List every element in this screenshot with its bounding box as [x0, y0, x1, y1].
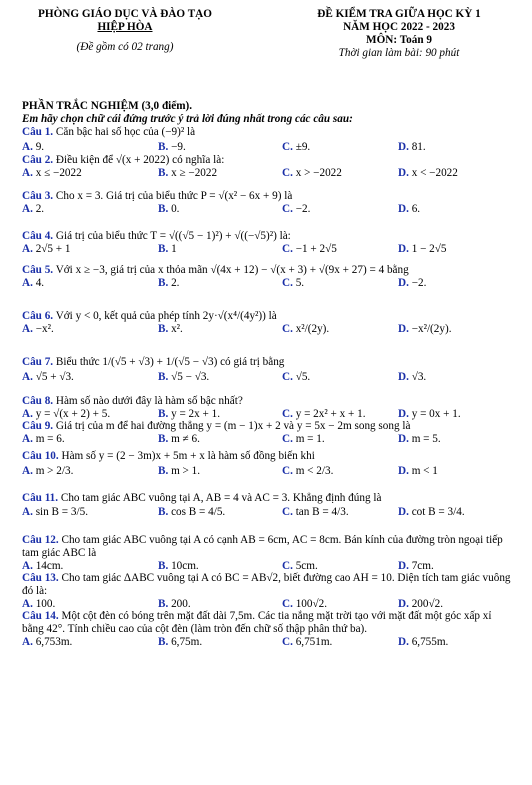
option-text: −9. — [168, 141, 186, 153]
option-letter: C. — [282, 323, 293, 335]
option-letter: A. — [22, 598, 33, 610]
option-text: 6,753m. — [32, 636, 73, 648]
question-7-option-C[interactable] — [282, 371, 310, 384]
question-3-option-B[interactable] — [158, 203, 179, 216]
option-text: √5. — [292, 371, 311, 383]
option-letter: B. — [158, 433, 169, 445]
option-letter: A. — [22, 371, 33, 383]
question-5-option-A[interactable] — [22, 277, 44, 290]
option-letter: C. — [282, 598, 293, 610]
option-text: −1 + 2√5 — [292, 243, 337, 255]
option-letter: D. — [398, 323, 409, 335]
question-text: Với y < 0, kết quả của phép tính 2y·√(x⁴/(4y²)) là — [53, 310, 277, 322]
question-label: Câu 3. — [22, 190, 54, 202]
option-letter: C. — [282, 277, 293, 289]
option-letter: D. — [398, 141, 409, 153]
question-4-option-D[interactable] — [398, 243, 447, 256]
option-letter: B. — [158, 243, 169, 255]
question-7-option-D[interactable] — [398, 371, 426, 384]
option-text: m = 6. — [32, 433, 65, 445]
question-9-option-D[interactable] — [398, 433, 441, 446]
option-text: m = 5. — [408, 433, 441, 445]
option-letter: C. — [282, 141, 293, 153]
question-6-option-B[interactable] — [158, 323, 183, 336]
option-letter: A. — [22, 243, 33, 255]
option-letter: D. — [398, 433, 409, 445]
question-1 — [22, 126, 516, 139]
option-letter: C. — [282, 167, 293, 179]
option-letter: B. — [158, 506, 169, 518]
question-1-option-D[interactable] — [398, 141, 426, 154]
option-letter: A. — [22, 167, 33, 179]
option-letter: A. — [22, 636, 33, 648]
option-letter: C. — [282, 560, 293, 572]
section-title: PHẦN TRẮC NGHIỆM (3,0 điểm). — [22, 100, 193, 112]
question-9-option-A[interactable] — [22, 433, 65, 446]
option-text: √5 − √3. — [168, 371, 210, 383]
question-text: Với x ≥ −3, giá trị của x thỏa mãn √(4x + 12) − √(x + 3) + √(9x + 27) = 4 bằng — [53, 264, 409, 276]
option-letter: C. — [282, 243, 293, 255]
option-text: −x². — [32, 323, 54, 335]
question-9-option-B[interactable] — [158, 433, 200, 446]
option-text: √3. — [408, 371, 427, 383]
question-text: Cho tam giác ABC vuông tại A có cạnh AB = 6cm, AC = 8cm. Bán kính của đường tròn ngoại tiếp tam giác ABC là — [22, 534, 503, 559]
question-2-option-A[interactable] — [22, 167, 82, 180]
option-letter: A. — [22, 203, 33, 215]
question-13 — [22, 572, 516, 598]
question-10-option-C[interactable] — [282, 465, 333, 478]
option-text: ±9. — [292, 141, 311, 153]
question-11-option-A[interactable] — [22, 506, 88, 519]
option-text: m < 1 — [408, 465, 438, 477]
question-3 — [22, 190, 516, 203]
option-text: 4. — [32, 277, 45, 289]
question-text: Hàm số nào dưới đây là hàm số bậc nhất? — [53, 395, 243, 407]
option-letter: C. — [282, 506, 293, 518]
school-year: NĂM HỌC 2022 - 2023 — [343, 21, 455, 33]
question-2-option-B[interactable] — [158, 167, 217, 180]
question-label: Câu 10. — [22, 450, 59, 462]
question-label: Câu 13. — [22, 572, 59, 584]
option-text: 0. — [168, 203, 180, 215]
option-letter: B. — [158, 408, 169, 420]
question-label: Câu 7. — [22, 356, 54, 368]
question-14-option-A[interactable] — [22, 636, 72, 649]
question-text: Cho tam giác ABC vuông tại A, AB = 4 và AC = 3. Khẳng định đúng là — [58, 492, 382, 504]
question-label: Câu 8. — [22, 395, 54, 407]
question-8 — [22, 395, 516, 408]
question-label: Câu 1. — [22, 126, 54, 138]
option-letter: D. — [398, 371, 409, 383]
option-text: m < 2/3. — [292, 465, 334, 477]
question-11-option-B[interactable] — [158, 506, 225, 519]
question-11-option-D[interactable] — [398, 506, 465, 519]
option-text: −x²/(2y). — [408, 323, 452, 335]
option-letter: A. — [22, 408, 33, 420]
option-text: x ≥ −2022 — [168, 167, 218, 179]
option-text: cos B = 4/5. — [168, 506, 226, 518]
question-10 — [22, 450, 516, 463]
question-11 — [22, 492, 516, 505]
question-label: Câu 5. — [22, 264, 54, 276]
option-text: 1 — [168, 243, 177, 255]
question-3-option-A[interactable] — [22, 203, 44, 216]
option-text: x < −2022 — [408, 167, 458, 179]
question-7 — [22, 356, 516, 369]
question-10-option-D[interactable] — [398, 465, 438, 478]
option-letter: B. — [158, 560, 169, 572]
question-3-option-C[interactable] — [282, 203, 310, 216]
question-12 — [22, 534, 516, 560]
option-letter: B. — [158, 203, 169, 215]
question-2-option-C[interactable] — [282, 167, 342, 180]
question-9 — [22, 420, 516, 433]
option-text: sin B = 3/5. — [32, 506, 88, 518]
option-text: 14cm. — [32, 560, 64, 572]
option-text: 5cm. — [292, 560, 318, 572]
question-label: Câu 2. — [22, 154, 54, 166]
question-7-option-A[interactable] — [22, 371, 74, 384]
option-text: m > 1. — [168, 465, 201, 477]
option-letter: B. — [158, 371, 169, 383]
option-text: 200√2. — [408, 598, 443, 610]
question-14 — [22, 610, 516, 636]
option-letter: C. — [282, 371, 293, 383]
option-text: 9. — [32, 141, 45, 153]
question-5-option-B[interactable] — [158, 277, 179, 290]
question-label: Câu 12. — [22, 534, 59, 546]
option-letter: B. — [158, 141, 169, 153]
option-letter: B. — [158, 323, 169, 335]
question-text: Giá trị của biểu thức T = √((√5 − 1)²) + √((−√5)²) là: — [53, 230, 291, 242]
question-10-option-B[interactable] — [158, 465, 200, 478]
question-4-option-C[interactable] — [282, 243, 337, 256]
option-text: 6,75m. — [168, 636, 203, 648]
option-letter: B. — [158, 598, 169, 610]
option-text: 5. — [292, 277, 305, 289]
question-3-option-D[interactable] — [398, 203, 420, 216]
question-6 — [22, 310, 516, 323]
option-text: y = 2x + 1. — [168, 408, 221, 420]
question-2 — [22, 154, 516, 167]
option-letter: C. — [282, 203, 293, 215]
question-10-option-A[interactable] — [22, 465, 73, 478]
option-letter: B. — [158, 636, 169, 648]
option-letter: D. — [398, 465, 409, 477]
question-4-option-B[interactable] — [158, 243, 177, 256]
option-text: 2. — [168, 277, 180, 289]
question-2-option-D[interactable] — [398, 167, 458, 180]
option-text: 2√5 + 1 — [32, 243, 71, 255]
question-7-option-B[interactable] — [158, 371, 209, 384]
option-text: y = 0x + 1. — [408, 408, 461, 420]
option-letter: B. — [158, 465, 169, 477]
page-count-note: (Đề gồm có 02 trang) — [76, 41, 174, 53]
option-letter: D. — [398, 506, 409, 518]
instruction: Em hãy chọn chữ cái đứng trước ý trả lời đúng nhất trong các câu sau: — [22, 113, 353, 125]
district-name: HIỆP HÒA — [97, 21, 153, 33]
option-text: √5 + √3. — [32, 371, 74, 383]
option-text: 81. — [408, 141, 426, 153]
question-5-option-D[interactable] — [398, 277, 426, 290]
option-letter: D. — [398, 598, 409, 610]
option-text: x². — [168, 323, 183, 335]
option-text: 6,755m. — [408, 636, 449, 648]
option-text: −2. — [408, 277, 427, 289]
option-letter: D. — [398, 560, 409, 572]
question-text: Biểu thức 1/(√5 + √3) + 1/(√5 − √3) có giá trị bằng — [53, 356, 285, 368]
question-label: Câu 9. — [22, 420, 54, 432]
question-11-option-C[interactable] — [282, 506, 349, 519]
option-text: 1 − 2√5 — [408, 243, 447, 255]
option-text: tan B = 4/3. — [292, 506, 349, 518]
option-text: x > −2022 — [292, 167, 342, 179]
option-text: x ≤ −2022 — [32, 167, 82, 179]
exam-title: ĐỀ KIỂM TRA GIỮA HỌC KỲ 1 — [317, 8, 481, 20]
option-letter: D. — [398, 636, 409, 648]
header-left — [14, 8, 236, 54]
option-text: 7cm. — [408, 560, 434, 572]
option-text: m ≠ 6. — [168, 433, 200, 445]
option-text: 10cm. — [168, 560, 199, 572]
option-text: 2. — [32, 203, 45, 215]
question-5-option-C[interactable] — [282, 277, 304, 290]
question-14-option-D[interactable] — [398, 636, 448, 649]
question-text: Căn bậc hai số học của (−9)² là — [53, 126, 196, 138]
question-1-option-C[interactable] — [282, 141, 310, 154]
question-text: Giá trị của m để hai đường thẳng y = (m − 1)x + 2 và y = 5x − 2m song song là — [53, 420, 411, 432]
question-label: Câu 6. — [22, 310, 54, 322]
question-text: Điều kiện để √(x + 2022) có nghĩa là: — [53, 154, 225, 166]
option-text: y = √(x + 2) + 5. — [32, 408, 111, 420]
option-text: x²/(2y). — [292, 323, 330, 335]
option-letter: A. — [22, 506, 33, 518]
question-1-option-B[interactable] — [158, 141, 186, 154]
option-text: −2. — [292, 203, 311, 215]
option-letter: C. — [282, 636, 293, 648]
option-letter: B. — [158, 167, 169, 179]
option-letter: A. — [22, 433, 33, 445]
option-letter: D. — [398, 203, 409, 215]
option-letter: A. — [22, 560, 33, 572]
option-letter: D. — [398, 243, 409, 255]
subject: MÔN: Toán 9 — [366, 34, 432, 46]
question-5 — [22, 264, 516, 277]
question-text: Cho x = 3. Giá trị của biểu thức P = √(x² − 6x + 9) là — [53, 190, 293, 202]
option-letter: D. — [398, 167, 409, 179]
option-text: 6,751m. — [292, 636, 333, 648]
option-text: m = 1. — [292, 433, 325, 445]
option-letter: C. — [282, 408, 293, 420]
time-note: Thời gian làm bài: 90 phút — [338, 47, 460, 59]
question-14-option-B[interactable] — [158, 636, 202, 649]
question-4-option-A[interactable] — [22, 243, 71, 256]
question-1-option-A[interactable] — [22, 141, 44, 154]
option-letter: D. — [398, 408, 409, 420]
question-14-option-C[interactable] — [282, 636, 332, 649]
option-letter: B. — [158, 277, 169, 289]
option-text: 100√2. — [292, 598, 327, 610]
option-letter: C. — [282, 433, 293, 445]
option-text: 6. — [408, 203, 421, 215]
option-letter: A. — [22, 465, 33, 477]
option-letter: C. — [282, 465, 293, 477]
question-label: Câu 11. — [22, 492, 59, 504]
question-label: Câu 14. — [22, 610, 59, 622]
header-right — [268, 8, 530, 60]
question-6-option-C[interactable] — [282, 323, 329, 336]
option-text: cot B = 3/4. — [408, 506, 465, 518]
question-text: Hàm số y = (2 − 3m)x + 5m + x là hàm số đồng biến khi — [58, 450, 315, 462]
option-letter: A. — [22, 141, 33, 153]
option-text: m > 2/3. — [32, 465, 74, 477]
question-label: Câu 4. — [22, 230, 54, 242]
option-letter: A. — [22, 323, 33, 335]
question-text: Cho tam giác ΔABC vuông tại A có BC = AB√2, biết đường cao AH = 10. Diện tích tam giác vuông đó là: — [22, 572, 511, 597]
option-text: 100. — [32, 598, 56, 610]
question-6-option-A[interactable] — [22, 323, 54, 336]
department-name: PHÒNG GIÁO DỤC VÀ ĐÀO TẠO — [38, 8, 212, 20]
option-text: 200. — [168, 598, 191, 610]
question-9-option-C[interactable] — [282, 433, 325, 446]
option-letter: D. — [398, 277, 409, 289]
question-4 — [22, 230, 516, 243]
option-text: y = 2x² + x + 1. — [292, 408, 366, 420]
question-6-option-D[interactable] — [398, 323, 452, 336]
option-letter: A. — [22, 277, 33, 289]
question-text: Một cột đèn có bóng trên mặt đất dài 7,5m. Các tia nắng mặt trời tạo với mặt đất một góc xấp xỉ bằng 42°. Tính chiều cao của cột đèn (làm tròn đến chữ số thập phân thứ ba). — [22, 610, 492, 635]
